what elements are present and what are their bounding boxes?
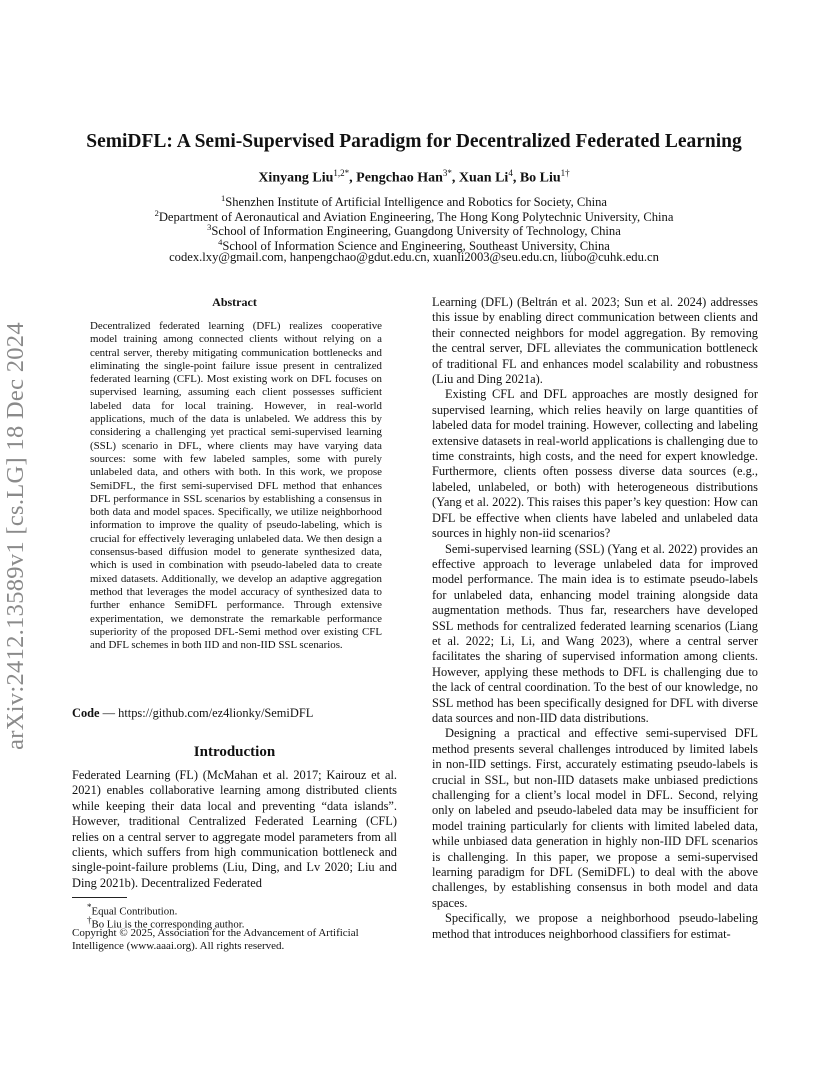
footnote-rule <box>72 897 127 898</box>
abstract-body: Decentralized federated learning (DFL) realizes cooperative model training among connected clients without relying on a central server, thereby mitigating communication bottlenecks and eliminating the single-point failure issue present in centralized federated learning (CFL). Most existing work on DFL focuses on supervised learning, assuming each client possesses sufficient labeled data for local training. However, in real-world applications, much of the data is unlabeled. We address this by considering a challenging yet practical semi-supervised learning (SSL) scenario in DFL, where clients may have varying data sources: some with few labeled samples, some with purely unlabeled data, and others with both. In this work, we propose SemiDFL, the first semi-supervised DFL method that enhances DFL performance in SSL scenarios by establishing a consensus in both data and model spaces. Specifically, we utilize neighborhood information to improve the quality of pseudo-labeling, which is crucial for effectively leveraging unlabeled data. We then design a consensus-based diffusion model to generate synthesized data, which is used in combination with pseudo-labeled data to create mixed datasets. Additionally, we develop an adaptive aggregation method that leverages the model accuracy of synthesized data to further enhance SemiDFL performance. Through extensive experimentation, we demonstrate the remarkable performance superiority of the proposed DFL-Semi method over existing CFL and DFL schemes in both IID and non-IID SSL scenarios. <box>90 320 382 652</box>
copyright-notice: Copyright © 2025, Association for the Advancement of Artificial Intelligence (www.aaai.org). All rights reserved. <box>72 927 359 953</box>
body-paragraph: Specifically, we propose a neighborhood pseudo-labeling method that introduces neighborhood classifiers for estimat- <box>432 911 758 941</box>
code-separator: — <box>99 706 119 720</box>
body-paragraph: Semi-supervised learning (SSL) (Yang et al. 2022) provides an effective approach to leverage unlabeled data for improved model performance. The main idea is to estimate pseudo-labels for unlabeled data, enhancing model training alongside data augmentation methods. Thus far, researchers have developed SSL methods for centralized federated learning scenarios (Liang et al. 2022; Li, Li, and Wang 2023), where a central server facilitates the sharing of supervised information among clients. However, applying these methods to DFL is challenging due to the lack of central coordination. To the best of our knowledge, no SSL method has been specifically designed for DFL with diverse data sources and non-IID data distributions. <box>432 541 758 725</box>
affiliation-text: Department of Aeronautical and Aviation Engineering, The Hong Kong Polytechnic University, China <box>158 210 674 225</box>
footnote-mark: * <box>87 902 92 912</box>
affiliation-text: School of Information Science and Engineering, Southeast University, China <box>222 239 610 254</box>
introduction-heading: Introduction <box>193 744 276 760</box>
affiliation-mark: 3 <box>207 222 212 232</box>
author-affiliation-mark: 1† <box>560 168 570 178</box>
author-name: Xinyang Liu <box>258 170 334 186</box>
footnote-text: Bo Liu is the corresponding author. <box>91 918 245 931</box>
affiliation-mark: 1 <box>220 193 226 203</box>
body-paragraph: Learning (DFL) (Beltrán et al. 2023; Sun et al. 2024) addresses this issue by enabling direct communication between clients and their connected neighbors for model aggregation. By removing the central server, DFL alleviates the communication bottleneck of traditional FL and enhances model scalability and robustness (Liu and Ding 2021a). <box>432 295 758 387</box>
author-name: Bo Liu <box>519 170 561 186</box>
author-name: Pengchao Han <box>356 170 443 186</box>
body-paragraph: Existing CFL and DFL approaches are mostly designed for supervised learning, which relies heavily on large quantities of labeled data for model training. However, collecting and labeling extensive datasets in real-world applications is challenging due to time constraints, high costs, and the need for expert knowledge. Furthermore, clients often possess diverse data sources (e.g., labeled, unlabeled, or both) with heterogeneous distributions (Yang et al. 2022). This raises this paper’s key question: How can DFL be effective when clients have labeled and unlabeled data sources in highly non-iid scenarios? <box>432 387 758 541</box>
paper-title: SemiDFL: A Semi-Supervised Paradigm for Decentralized Federated Learning <box>86 131 742 152</box>
author-emails[interactable]: codex.lxy@gmail.com, hanpengchao@gdut.edu.cn, xuanli2003@seu.edu.cn, liubo@cuhk.edu.cn <box>169 250 659 264</box>
author-name: Xuan Li <box>458 170 509 186</box>
arxiv-sidebar-id: arXiv:2412.13589v1 [cs.LG] 18 Dec 2024 <box>2 322 29 750</box>
introduction-paragraph: Federated Learning (FL) (McMahan et al. 2017; Kairouz et al. 2021) enables collaborative learning among distributed clients while keeping their data local and preventing “data islands”. However, traditional Centralized Federated Learning (CFL) relies on a central server to aggregate model parameters from all clients, which suffers from high communication bottleneck and single-point-failure problems (Liu, Ding, and Lv 2020; Liu and Ding 2021b). Decentralized Federated <box>72 768 397 890</box>
code-label: Code <box>72 706 100 720</box>
affiliation-text: Shenzhen Institute of Artificial Intelligence and Robotics for Society, China <box>225 195 608 210</box>
author-list: Xinyang Liu$^{1,2*}$, Pengchao Han$^{3*}$, Xuan Li$^4$, Bo Liu$^{1\dagger}$ <box>258 168 570 186</box>
code-url-link[interactable]: https://github.com/ez4lionky/SemiDFL <box>118 706 314 720</box>
affiliation-mark: 2 <box>154 208 159 218</box>
code-link-line <box>72 706 402 721</box>
author-affiliation-mark: 1,2* <box>333 168 350 178</box>
author-affiliation-mark: 3* <box>442 168 452 178</box>
footnote-text: Equal Contribution. <box>91 905 178 918</box>
author-affiliation-mark: 4 <box>508 168 513 178</box>
affiliation-text: School of Information Engineering, Guangdong University of Technology, China <box>211 224 621 239</box>
abstract-heading: Abstract <box>212 295 257 309</box>
body-paragraph: Designing a practical and effective semi-supervised DFL method presents several challenges introduced by limited labels in non-IID settings. First, accurately estimating pseudo-labels is crucial in SSL, but non-IID datasets make unbiased predictions challenging for a client’s local model in DFL. Second, relying only on labeled and pseudo-labeled data may be insufficient for model training particularly for clients with limited labeled data, while unbiased data generation in highly non-IID DFL scenarios is challenging. In this paper, we propose a semi-supervised learning paradigm for DFL (SemiDFL) to deal with the above challenges, by establishing consensus in both model and data spaces. <box>432 726 758 910</box>
right-column-body <box>432 295 758 942</box>
footnote-mark: † <box>87 915 92 925</box>
affiliation-mark: 4 <box>218 237 223 247</box>
